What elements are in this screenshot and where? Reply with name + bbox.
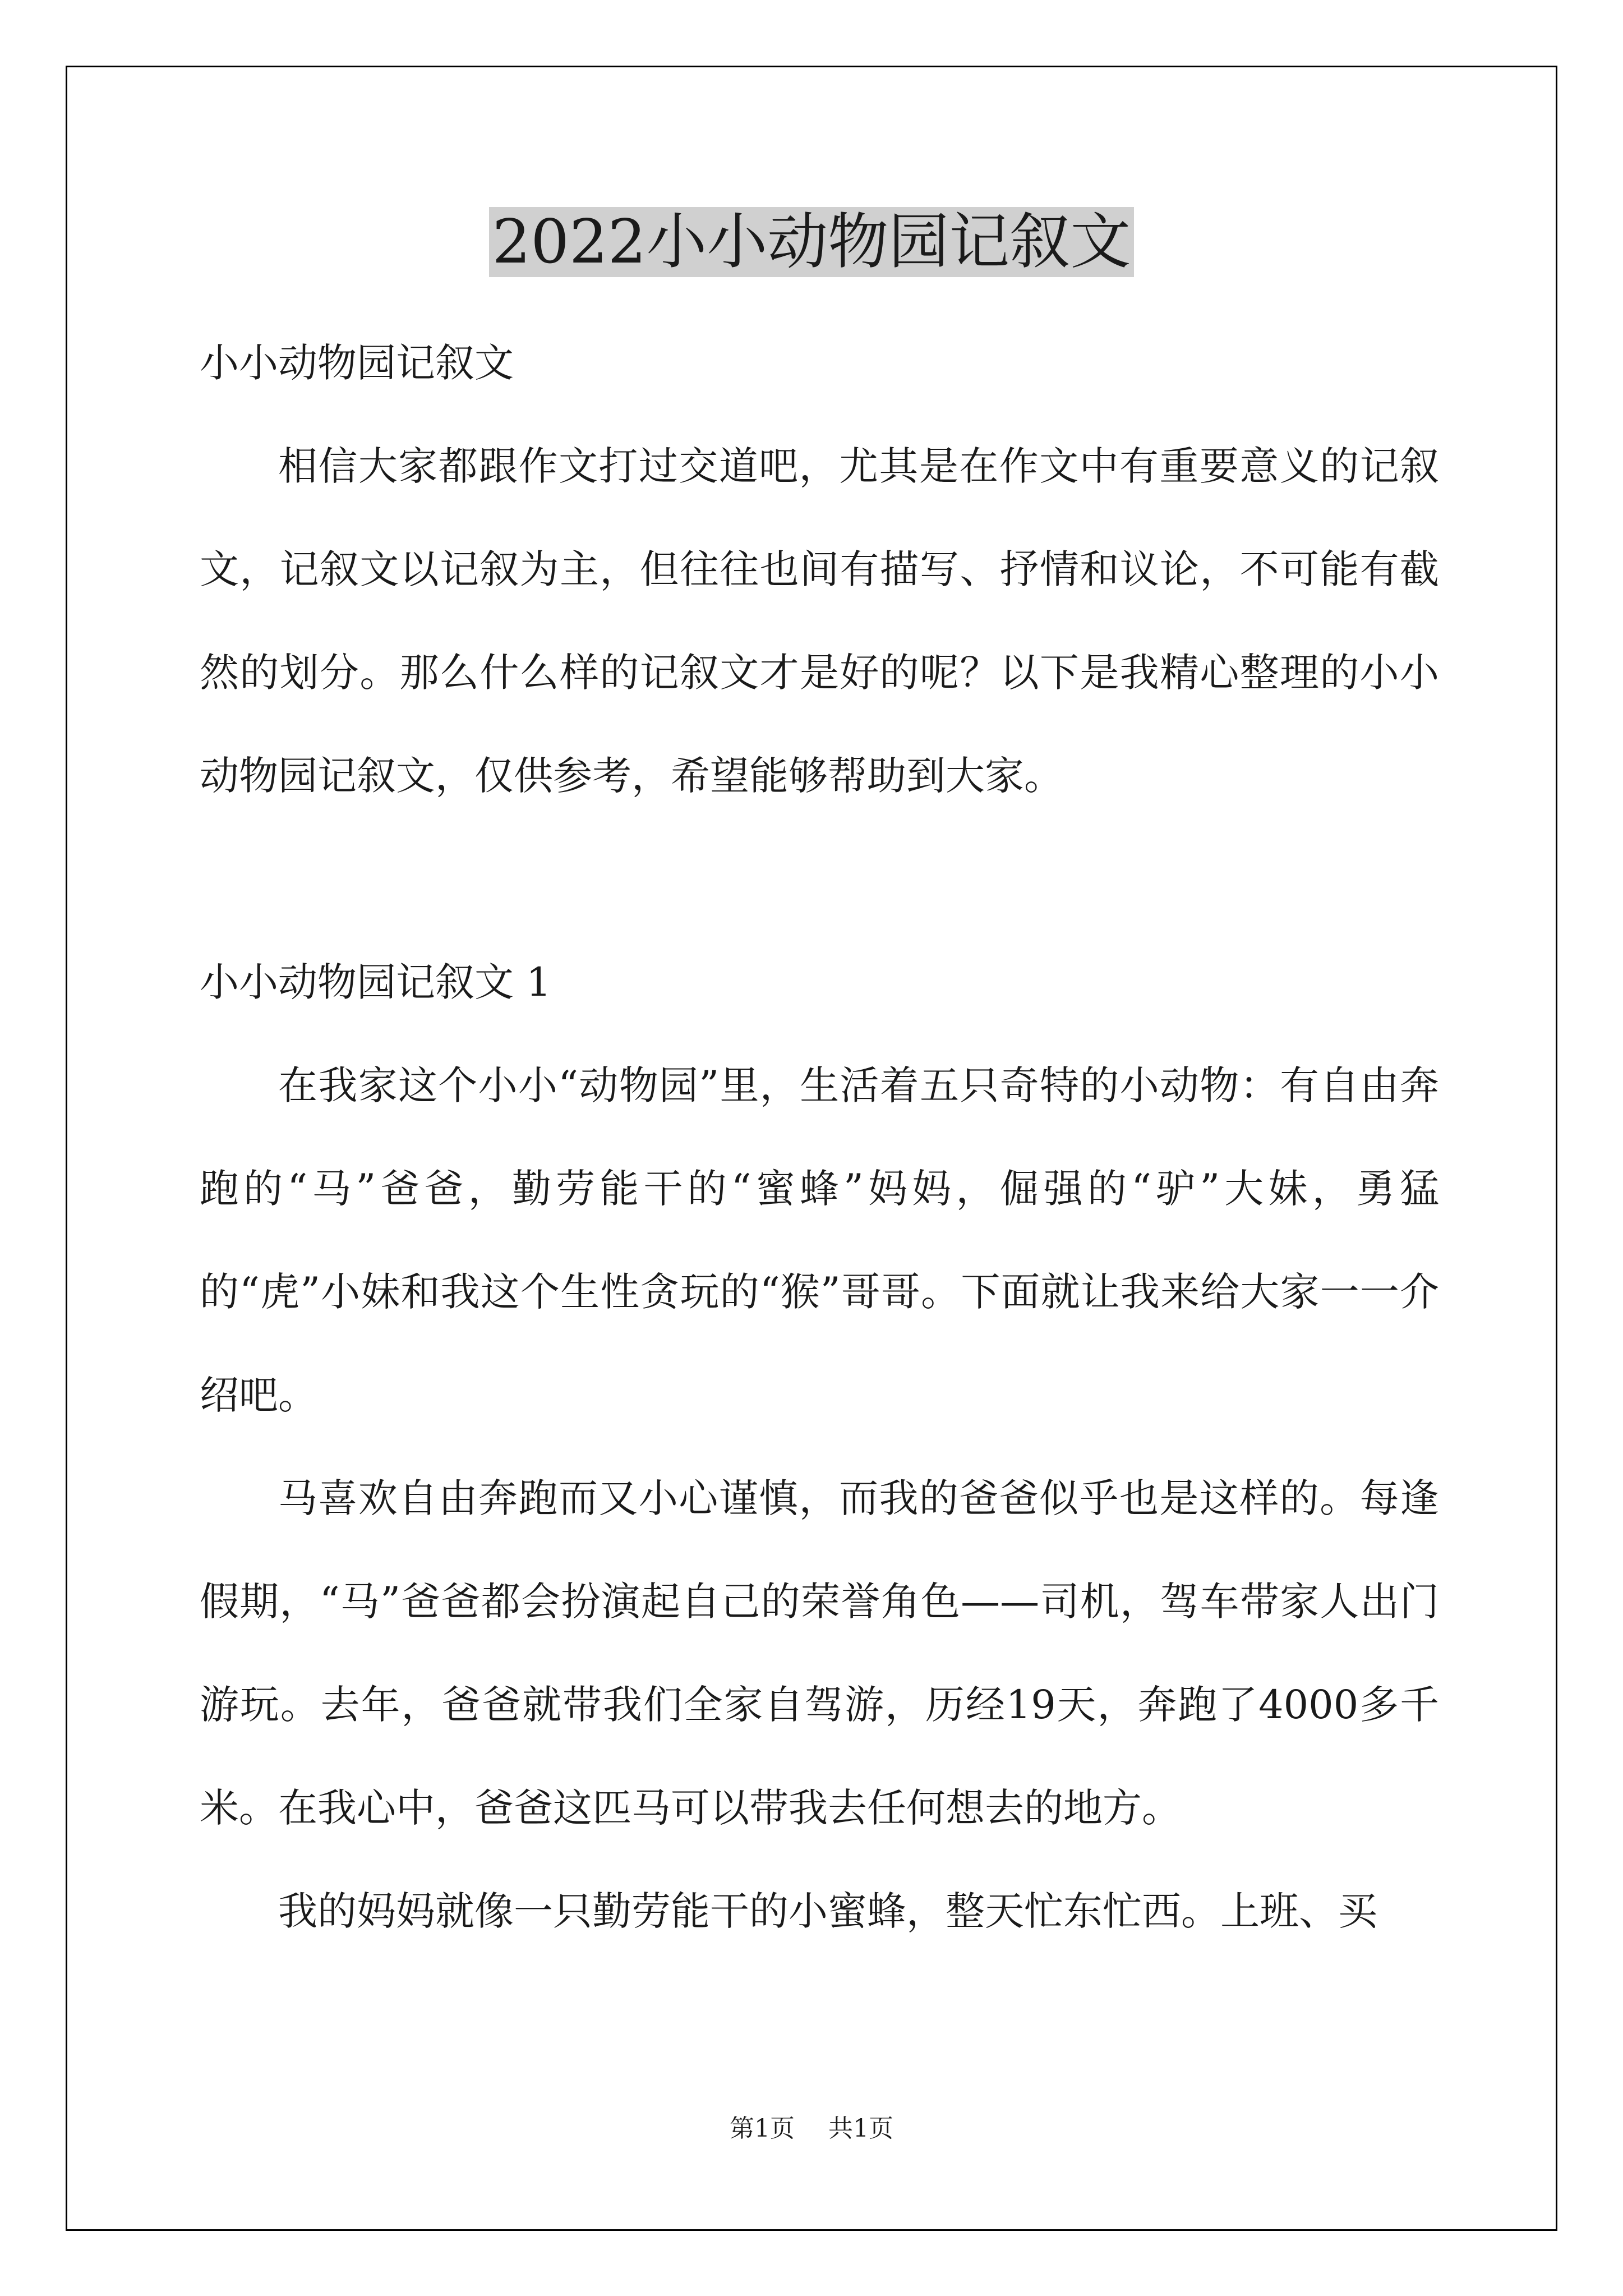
title-text: 2022小小动物园记叙文 (489, 207, 1135, 277)
body-paragraph-3: 我的妈妈就像一只勤劳能干的小蜜蜂，整天忙东忙西。上班、买 (278, 1888, 1377, 1934)
page-number-current: 第1页 (730, 2114, 795, 2143)
page-footer (0, 2112, 1623, 2146)
section-heading: 小小动物园记叙文 1 (200, 959, 551, 1005)
document-title (0, 203, 1623, 282)
body-paragraph-2: 马喜欢自由奔跑而又小心谨慎，而我的爸爸似乎也是这样的。每逢假期，“马”爸爸都会扮演起自己的荣誉角色——司机，驾车带家人出门游玩。去年，爸爸就带我们全家自驾游，历经19天，奔跑了4000多千米。在我心中，爸爸这匹马可以带我去任何想去的地方。 (200, 1475, 1439, 1831)
page-number-total: 共1页 (828, 2114, 893, 2143)
subtitle-paragraph: 小小动物园记叙文 (200, 340, 514, 386)
document-body (200, 311, 1439, 1963)
intro-paragraph: 相信大家都跟作文打过交道吧，尤其是在作文中有重要意义的记叙文，记叙文以记叙为主，但往往也间有描写、抒情和议论，不可能有截然的划分。那么什么样的记叙文才是好的呢？以下是我精心整理的小小动物园记叙文，仅供参考，希望能够帮助到大家。 (200, 443, 1439, 799)
body-paragraph-1: 在我家这个小小“动物园”里，生活着五只奇特的小动物：有自由奔跑的“马”爸爸，勤劳能干的“蜜蜂”妈妈，倔强的“驴”大妹，勇猛的“虎”小妹和我这个生性贪玩的“猴”哥哥。下面就让我来给大家一一介绍吧。 (200, 1062, 1439, 1418)
